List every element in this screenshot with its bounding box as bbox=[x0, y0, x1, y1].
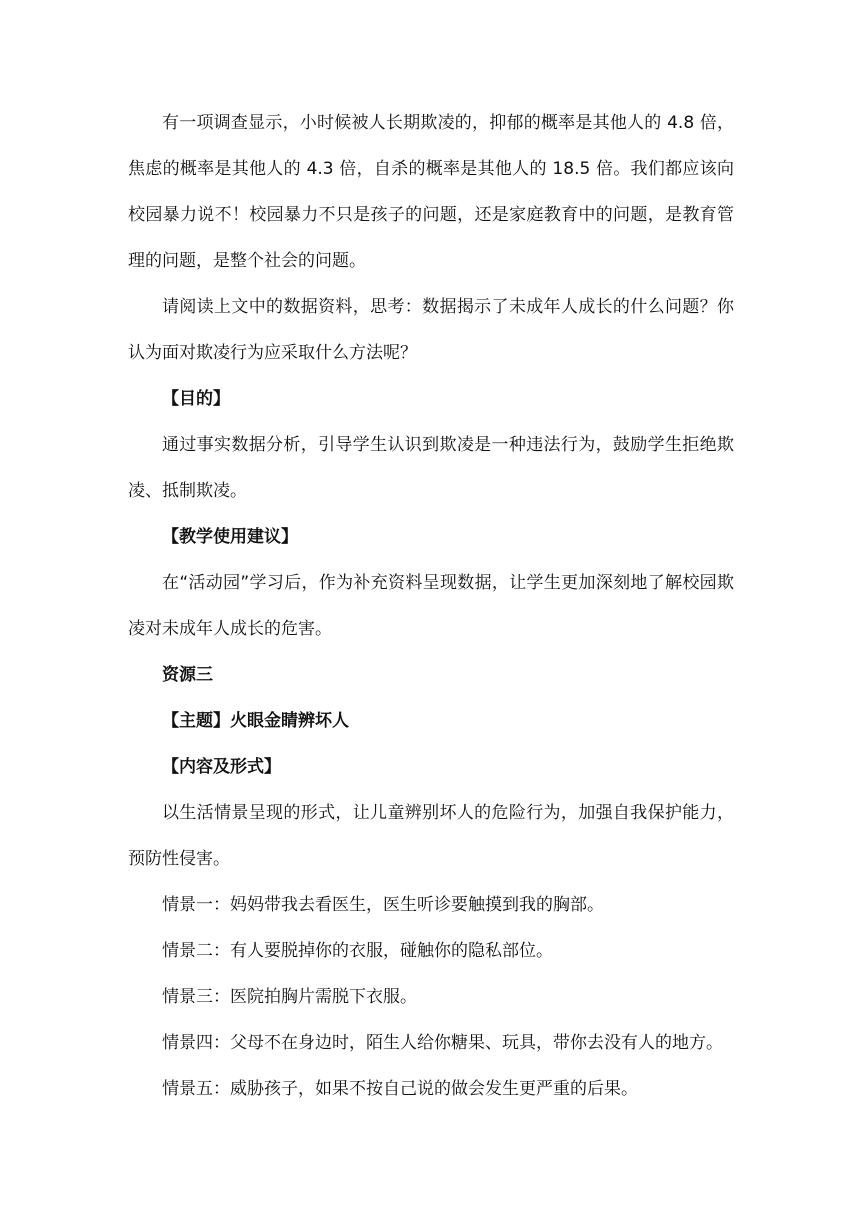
document-body bbox=[128, 100, 734, 1112]
scenario-3: 情景三：医院拍胸片需脱下衣服。 bbox=[162, 987, 417, 1007]
heading-theme: 【主题】火眼金睛辨坏人 bbox=[162, 711, 349, 731]
scenario-5: 情景五：威胁孩子，如果不按自己说的做会发生更严重的后果。 bbox=[162, 1079, 638, 1099]
heading-resource-three: 资源三 bbox=[162, 665, 213, 685]
paragraph-teaching-suggestion: 在“活动园”学习后，作为补充资料呈现数据，让学生更加深刻地了解校园欺凌对未成年人成长的危害。 bbox=[128, 573, 734, 639]
paragraph-survey: 有一项调查显示，小时候被人长期欺凌的，抑郁的概率是其他人的 4.8 倍，焦虑的概率是其他人的 4.3 倍，自杀的概率是其他人的 18.5 倍。我们都应该向校园暴力说不！校园暴力不只是孩子的问题，还是家庭教育中的问题，是教育管理的问题，是整个社会的问题。 bbox=[128, 113, 734, 271]
scenario-2: 情景二：有人要脱掉你的衣服，碰触你的隐私部位。 bbox=[162, 941, 553, 961]
scenario-1: 情景一：妈妈带我去看医生，医生听诊要触摸到我的胸部。 bbox=[162, 895, 604, 915]
heading-content-form: 【内容及形式】 bbox=[162, 757, 281, 777]
paragraph-purpose: 通过事实数据分析，引导学生认识到欺凌是一种违法行为，鼓励学生拒绝欺凌、抵制欺凌。 bbox=[128, 435, 734, 501]
paragraph-content-form: 以生活情景呈现的形式，让儿童辨别坏人的危险行为，加强自我保护能力，预防性侵害。 bbox=[128, 803, 734, 869]
scenario-4: 情景四：父母不在身边时，陌生人给你糖果、玩具，带你去没有人的地方。 bbox=[162, 1033, 723, 1053]
heading-purpose: 【目的】 bbox=[162, 389, 230, 409]
heading-teaching-suggestion: 【教学使用建议】 bbox=[162, 527, 298, 547]
paragraph-question: 请阅读上文中的数据资料，思考：数据揭示了未成年人成长的什么问题？你认为面对欺凌行为应采取什么方法呢？ bbox=[128, 297, 734, 363]
